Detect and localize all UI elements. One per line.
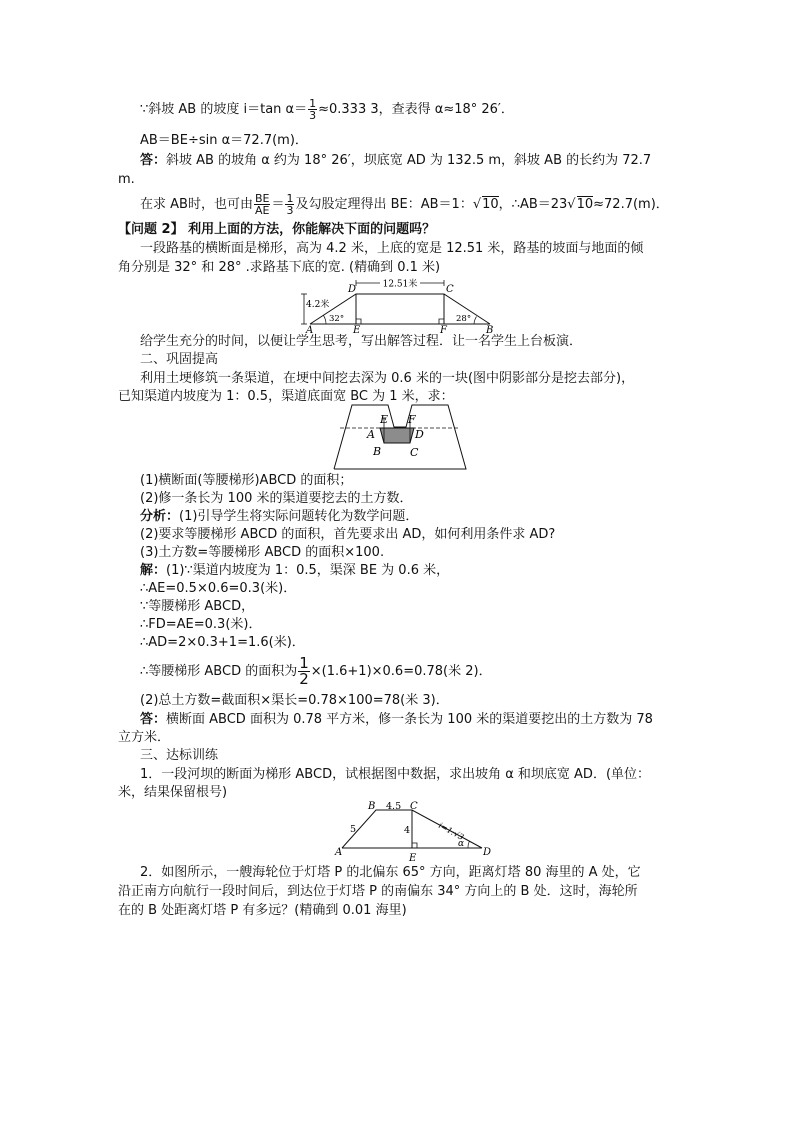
problem2-line2: 角分别是 32° 和 28° .求路基下底的宽. (精确到 0.1 米) — [118, 260, 441, 275]
vertex-b: B — [373, 445, 382, 458]
side-length-label: 5 — [350, 824, 357, 835]
alt-method-text-3: ，∴AB＝23 — [498, 197, 568, 212]
vertex-f: F — [408, 413, 416, 426]
section2-line2: 已知渠道内坡度为 1：0.5，渠道底面宽 BC 为 1 米，求： — [118, 389, 454, 404]
fraction-denominator: 2 — [299, 670, 309, 688]
fraction-numerator: 1 — [309, 97, 317, 110]
teacher-note: 给学生充分的时间，以便让学生思考，写出解答过程．让一名学生上台板演． — [140, 334, 583, 349]
section2-line1: 利用土埂修筑一条渠道，在埂中间挖去深为 0.6 米的一块(图中阴影部分是挖去部分)， — [140, 371, 635, 386]
vertex-b: B — [486, 325, 494, 334]
slope-result-text: ≈0.333 3，查表得 α≈18° 26′． — [318, 102, 514, 117]
analysis-text-1: (1)引导学生将实际问题转化为数学问题． — [179, 509, 419, 524]
vertex-e: E — [380, 413, 389, 426]
solution-line6 — [140, 656, 492, 687]
fraction-denominator: 3 — [309, 109, 317, 122]
solution-text-1: (1)∵渠道内坡度为 1：0.5，渠深 BE 为 0.6 米， — [166, 563, 450, 578]
analysis-text-3: (3)土方数=等腰梯形 ABCD 的面积×100. — [140, 545, 385, 560]
section3-title: 三、达标训练 — [140, 748, 219, 763]
vertex-b: B — [368, 801, 376, 812]
alt-method-text-2: 及勾股定理得出 BE：AB＝1： — [295, 197, 473, 212]
answer2-label: 答： — [140, 712, 167, 727]
fraction-one-third — [308, 98, 317, 121]
solution-line1 — [140, 563, 449, 579]
road-base-figure — [296, 277, 506, 334]
problem2-line1: 一段路基的横断面是梯形，高为 4.2 米，上底的宽是 12.51 米，路基的坡面与地面的倾 — [140, 241, 644, 256]
vertex-a: A — [367, 428, 375, 441]
exercise2-line3: 在的 B 处距离灯塔 P 有多远？(精确到 0.01 海里) — [118, 903, 407, 918]
answer2-line1 — [140, 712, 653, 728]
fraction-denominator: 3 — [286, 204, 294, 217]
solution-label: 解： — [140, 563, 167, 578]
alpha-label: α — [458, 839, 465, 849]
exercise2-line1: 2．如图所示，一艘海轮位于灯塔 P 的北偏东 65° 方向，距离灯塔 80 海里的 A 处，它 — [140, 865, 641, 880]
vertex-d: D — [483, 847, 492, 858]
slope-line — [140, 98, 514, 121]
vertex-d: D — [415, 428, 424, 441]
height-label: 4 — [404, 825, 411, 836]
question-item-2: (2)修一条长为 100 米的渠道要挖去的土方数． — [140, 491, 413, 506]
analysis-label: 分析： — [140, 509, 180, 524]
channel-figure — [332, 403, 468, 471]
answer1-line — [140, 153, 651, 169]
solution-text-6: ∴等腰梯形 ABCD 的面积为 — [140, 664, 298, 679]
solution-text-7: (2)总土方数=截面积×渠长=0.78×100=78(米 3)． — [140, 693, 449, 708]
sqrt-radicand: 10 — [482, 197, 499, 212]
solution-text-5: ∴AD=2×0.3+1=1.6(米)． — [140, 635, 305, 650]
alt-method-line: 在求 AB时，也可由 $\frac{BE}{AE}$ ＝ $\frac{1}{3}$ 及勾股定理得出 BE：AB＝1：√10，∴AB＝23√10≈72.7(m)． — [140, 192, 669, 217]
slope-text: ∵斜坡 AB 的坡度 i＝tan α＝ — [140, 102, 308, 117]
vertex-c: C — [410, 801, 418, 812]
fraction-numerator: 1 — [286, 192, 294, 205]
fraction-one-third-b — [285, 193, 294, 216]
answer2-text: 横断面 ABCD 面积为 0.78 平方米，修一条长为 100 米的渠道要挖出的土方数为 78 — [166, 712, 653, 727]
problem2-heading — [118, 222, 435, 238]
solution-text-6b: ×(1.6+1)×0.6=0.78(米 2)． — [310, 664, 492, 679]
alt-method-text-4: ≈72.7(m)． — [593, 197, 669, 212]
vertex-e: E — [353, 325, 361, 334]
angle-28-label: 28° — [456, 314, 472, 324]
vertex-c: C — [410, 446, 419, 459]
height-label: 4.2米 — [306, 300, 330, 310]
vertex-c: C — [446, 284, 454, 295]
answer-label: 答： — [140, 153, 167, 168]
sqrt-radicand: 10 — [576, 197, 594, 212]
fraction-denominator: AE — [254, 204, 270, 217]
answer2-continuation: 立方米． — [118, 730, 171, 745]
answer1-continuation: m. — [118, 172, 135, 187]
vertex-e: E — [409, 853, 417, 864]
problem2-label: 【问题 2】 — [118, 222, 184, 237]
vertex-f: F — [440, 325, 447, 334]
equals-sign: ＝ — [271, 197, 285, 212]
exercise2-line2: 沿正南方向航行一段时间后，到达位于灯塔 P 的南偏东 34° 方向上的 B 处．这时，海轮所 — [118, 884, 638, 899]
angle-32-label: 32° — [329, 314, 345, 324]
vertex-d: D — [348, 284, 357, 295]
vertex-a: A — [306, 325, 314, 334]
solution-text-3: ∵等腰梯形 ABCD， — [140, 599, 255, 614]
solution-text-2: ∴AE=0.5×0.6=0.3(米)． — [140, 581, 297, 596]
slope-ratio-label: i=1:√3 — [437, 820, 466, 842]
fraction-numerator: 1 — [299, 654, 309, 672]
top-width-label: 12.51米 — [382, 279, 418, 290]
ab-calc-line: AB＝BE÷sin α＝72.7(m)． — [140, 133, 308, 148]
section2-title: 二、巩固提高 — [140, 352, 219, 367]
problem2-title: 利用上面的方法，你能解决下面的问题吗？ — [183, 222, 436, 237]
question-item-1: (1)横断面(等腰梯形)ABCD 的面积； — [140, 473, 353, 488]
exercise1-line1: 1．一段河坝的断面为梯形 ABCD，试根据图中数据，求出坡角 α 和坝底宽 AD．(单位： — [140, 767, 651, 782]
solution-text-4: ∴FD=AE=0.3(米)． — [140, 617, 262, 632]
fraction-numerator: BE — [254, 192, 270, 205]
vertex-a: A — [335, 847, 343, 858]
dam-figure — [334, 800, 494, 864]
fraction-be-ae — [254, 193, 271, 216]
alt-method-text: 在求 AB时，也可由 — [140, 197, 253, 212]
analysis-text-2: (2)要求等腰梯形 ABCD 的面积，首先要求出 AD，如何利用条件求 AD? — [140, 527, 556, 542]
analysis-line1 — [140, 509, 418, 525]
answer1-text: 斜坡 AB 的坡角 α 约为 18° 26′，坝底宽 AD 为 132.5 m，斜坡 AB 的长约为 72.7 — [166, 153, 652, 168]
top-length-label: 4.5 — [386, 801, 402, 812]
exercise1-line2: 米，结果保留根号) — [118, 785, 228, 800]
fraction-one-half — [298, 656, 310, 687]
